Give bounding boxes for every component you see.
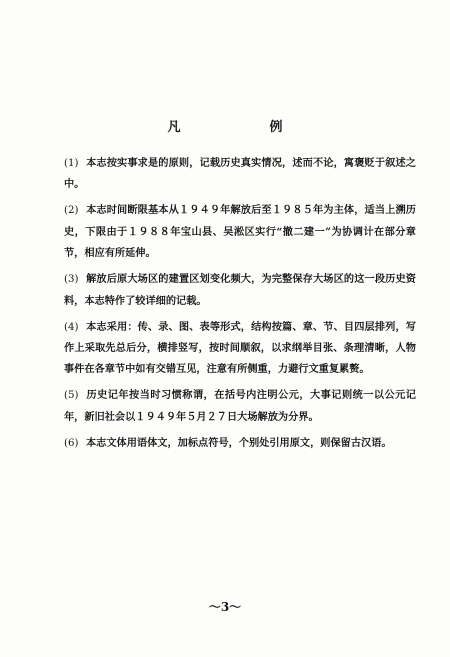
page-number: ～3～ [208,600,242,614]
item-number: (3) [64,274,79,286]
item-text: 本志按实事求是的原则，记载历史真实情况，述而不论，寓褒贬于叙述之中。 [64,157,416,191]
list-item [64,153,416,196]
item-number: (1) [64,158,79,169]
item-text: 历史记年按当时习惯称谓，在括号内注明公元，大事记则统一以公元记年，新旧社会以１９４９年５月２７日大场解放为分界。 [64,389,416,423]
item-text: 本志采用：传、录、图、表等形式，结构按篇、章、节、目四层排列，写作上采取先总后分，横排竖写，按时间顺叙，以求纲举目张、条理清晰，人物事件在各章节中如有交错互见，注意有所侧重，力避行文重复累赘。 [64,320,416,376]
list-item [64,385,416,428]
item-number: (6) [64,437,79,449]
item-number: (4) [64,321,79,333]
item-text: 解放后原大场区的建置区划变化频大，为完整保存大场区的这一段历史资料，本志特作了较详细的记载。 [64,273,416,307]
item-number: (5) [64,390,79,402]
item-number: (2) [64,205,79,217]
list-item [64,200,416,264]
document-body [64,153,416,459]
list-item [64,433,416,454]
page-title: 凡 例 [167,120,321,135]
item-text: 本志文体用语体文，加标点符号，个别处引用原文，则保留古汉语。 [86,436,392,449]
item-text: 本志时间断限基本从１９４９年解放后至１９８５年为主体，适当上溯历史，下限由于１９８８年宝山县、吴淞区实行“撤二建一”为协调计在部分章节，相应有所延伸。 [64,204,416,260]
list-item [64,317,416,381]
list-item [64,269,416,312]
